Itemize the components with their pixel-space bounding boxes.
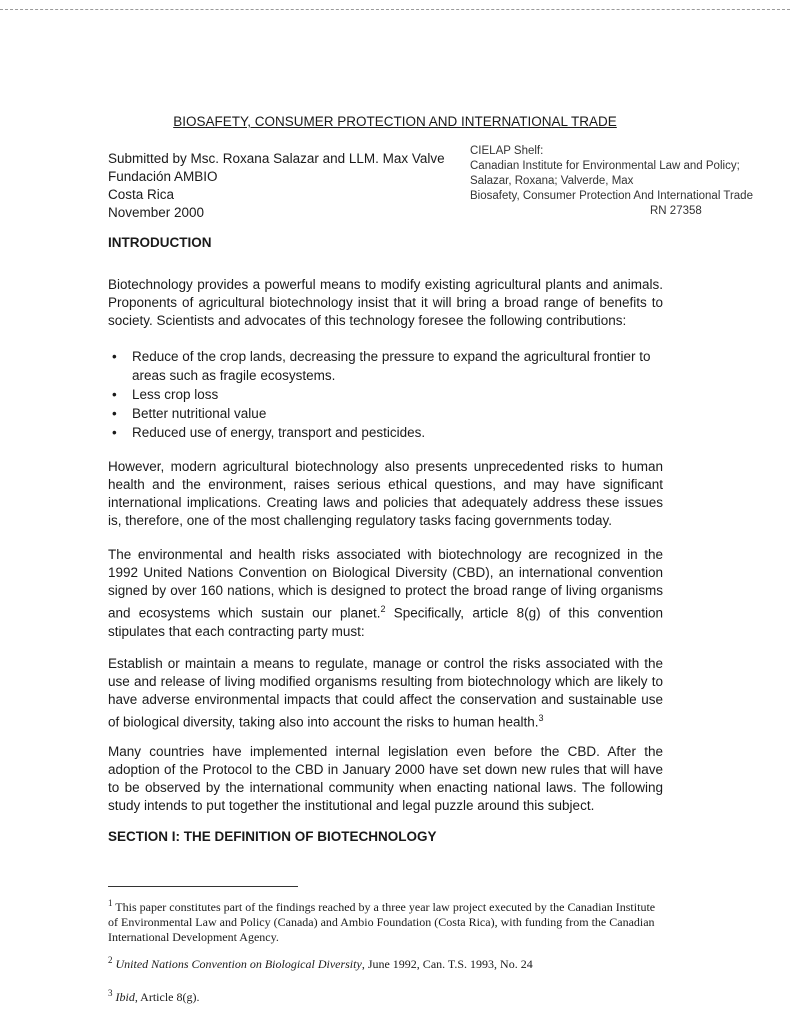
submission-info xyxy=(108,150,445,222)
shelf-line: Biosafety, Consumer Protection And International Trade xyxy=(470,190,753,202)
bullet-icon: • xyxy=(112,349,117,364)
paragraph-4: Establish or maintain a means to regulate, manage or control the risks associated with the use and release of living modified organisms resulting from biotechnology which are likely to have adverse environmental impacts that could affect the conservation and sustainable use of biological diversity, taking also into account the risks to human health.$^3$ xyxy=(108,656,663,730)
paragraph-2: However, modern agricultural biotechnology also presents unprecedented risks to human health and the environment, raises serious ethical questions, and may have significant international implications. Creating laws and policies that adequately address these issues is, therefore, one of the most challenging regulatory tasks facing governments today. xyxy=(108,459,663,528)
shelf-rn: RN 27358 xyxy=(650,205,702,217)
submitted-by: Submitted by Msc. Roxana Salazar and LLM. Max Valve xyxy=(108,151,445,166)
bullet-icon: • xyxy=(112,406,117,421)
paragraph-3: The environmental and health risks associated with biotechnology are recognized in the 1992 United Nations Convention on Biological Diversity (CBD), an international convention signed by over 160 nations, which is designed to protect the broad range of living organisms and ecosystems which sustain our planet.$^2$ Specifically, article 8(g) of this convention stipulates that each contracting party must: xyxy=(108,547,663,639)
organization: Fundación AMBIO xyxy=(108,169,218,184)
list-item: • Better nutritional value xyxy=(112,406,267,421)
list-item: • Reduce of the crop lands, decreasing the pressure to expand the agricultural frontier to areas such as fragile ecosystems. xyxy=(112,349,651,383)
list-item: • Reduced use of energy, transport and pesticides. xyxy=(112,425,426,440)
section-heading: SECTION I: THE DEFINITION OF BIOTECHNOLOGY xyxy=(108,829,437,844)
footnote-ref: 3 xyxy=(538,713,544,723)
footnote-2: $^2$ United Nations Convention on Biological Diversity, June 1992, Can. T.S. 1993, No. 24 xyxy=(108,955,533,971)
document-title: BIOSAFETY, CONSUMER PROTECTION AND INTERNATIONAL TRADE xyxy=(173,114,617,129)
bullet-icon: • xyxy=(112,387,117,402)
shelf-line: Canadian Institute for Environmental Law and Policy; xyxy=(470,160,740,172)
introduction-heading: INTRODUCTION xyxy=(108,235,212,250)
list-item: • Less crop loss xyxy=(112,387,219,402)
shelf-line: Salazar, Roxana; Valverde, Max xyxy=(470,175,634,187)
footnote-3: $^3$ Ibid, Article 8(g). xyxy=(108,988,200,1004)
footnote-1: $^1$ This paper constitutes part of the findings reached by a three year law project executed by the Canadian Institute of Environmental Law and Policy (Canada) and Ambio Foundation (Costa Rica), with funding from the Canadian International Development Agency. xyxy=(108,898,656,944)
library-shelf-stamp xyxy=(470,144,753,219)
shelf-line: CIELAP Shelf: xyxy=(470,145,544,157)
contributions-list xyxy=(108,347,668,442)
paragraph-1: Biotechnology provides a powerful means to modify existing agricultural plants and animals. Proponents of agricultural biotechnology insist that it will bring a broad range of benefits to society. Scientists and advocates of this technology foresee the following contributions: xyxy=(108,277,663,328)
footnote-divider xyxy=(108,886,298,887)
date: November 2000 xyxy=(108,205,205,220)
paragraph-5: Many countries have implemented internal legislation even before the CBD. After the adoption of the Protocol to the CBD in January 2000 have set down new rules that will have to be observed by the international community when enacting national laws. The following study intends to put together the institutional and legal puzzle around this subject. xyxy=(108,744,663,813)
country: Costa Rica xyxy=(108,187,175,202)
bullet-icon: • xyxy=(112,425,117,440)
scan-edge-line xyxy=(0,9,790,10)
footnote-ref: 2 xyxy=(380,604,386,614)
